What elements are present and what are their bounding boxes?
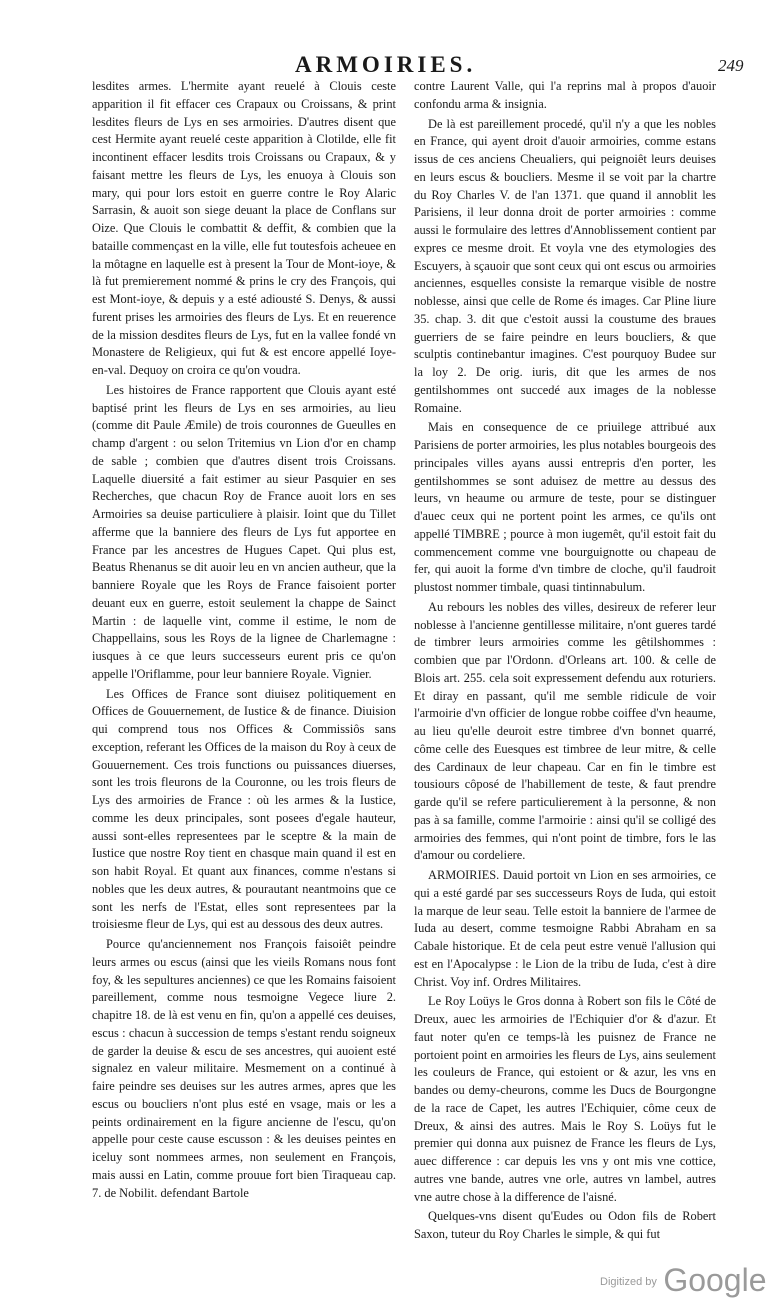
paragraph: lesdites armes. L'hermite ayant reuelé à Clouis ceste apparition il fit effacer ces Crapaux ou Croissans, & print lesdites fleurs de Lys en ses armoiries. D'autres disent que cest Hermite ayant reuelé ceste apparition à Clotilde, elle fit incontinent effacer lesdits trois Croissans ou Crapaux, & y faisant mettre les fleurs de Lys, les enuoya à Clouis son mary, qui pour lors estoit en guerre contre le Roy Alaric Sarrasin, & auoit son siege deuant la place de Conflans sur Oize. Que Clouis le combattit & deffit, & combien que la bataille commençast en la ville, elle fut toutesfois acheuee en la môtagne en laquelle est à present la Tour de Mont-ioye, & là fut premierement nommé & prins le cry des François, qui est Mont-ioye, & depuis y a esté adiousté S. Denys, & aussi furent prises les armoiries des fleurs de Lys. Et en reuerence de la mission desdites fleurs de Lys, fut en la vallee fondé vn Monastere de Religieux, qui fut & est encore appellé Ioye-en-val. Dequoy on croira ce qu'on voudra. xyxy=(92,79,396,377)
digitized-by-google-watermark xyxy=(600,1262,767,1299)
paragraph: Pource qu'anciennement nos François faisoiêt peindre leurs armes ou escus (ainsi que les vieils Romans nous font foy, & les sepultures anciennes) ce que les Romains faisoient pareillement, comme nous tesmoigne Vegece liure 2. chapitre 18. de là est venu en fin, qu'on a appellé ces deuises, escus : chacun à succession de temps s'estant rendu soigneux de garder la deuise & escu de ses ancestres, qui auoient esté signalez en valeur militaire. Mesmement on a continué à faire peindre ses deuises sur les autres armes, apres que les escus ou boucliers n'ont plus esté en vsage, mais or les a peints ordinairement en la figure ancienne de l'escu, qu'on appelle pour ceste cause escusson : & les deuises peintes en iceluy sont nommees armes, non seulement en François, mais aussi en Latin, comme prouue fort bien Tiraqueau cap. 7. de Nobilit. defendant Bartole xyxy=(92,937,396,1200)
paragraph: Le Roy Loüys le Gros donna à Robert son fils le Côté de Dreux, auec les armoiries de l'Echiquier d'or & d'azur. Et faut noter qu'en ce temps-là les puisnez de France ne portoient point en armoiries les fleurs de Lys, ains seulement les couleurs de France, qui estoient or & azur, les vns en bandes ou demy-cheurons, comme les Ducs de Bourgongne de la race de Capet, les autres l'Echiquier, côme ceux de Dreux, & ainsi des autres. Mais le Roy S. Loüys fut le premier qui donna aux puisnez de France les fleurs de Lys, auec difference : car depuis les vns y ont mis vne cottice, autres vne bande, autres vne orle, autres vn lambel, autres vne autre chose à la difference de l'aisné. xyxy=(414,994,716,1204)
google-logo: Google xyxy=(663,1262,767,1298)
running-head: ARMOIRIES. xyxy=(295,52,477,77)
digitized-by-label: Digitized by xyxy=(600,1276,657,1288)
paragraph: Les histoires de France rapportent que Clouis ayant esté baptisé print les fleurs de Lys en ses armoiries, au lieu (comme dit Paule Æmile) de trois couronnes de Gueulles en champ d'argent : ou selon Tritemius vn Lion d'or en champ de sable ; combien que d'autres disent trois Croissans. Laquelle diuersité a fait estimer au sieur Pasquier en ses Recherches, que chacun Roy de France auoit lors en ses Armoiries sa deuise particuliere à plaisir. Ioint que du Tillet afferme que la banniere des fleurs de Lys fut apportee en France par les ancestres de Hugues Capet. Qui plus est, Beatus Rhenanus se dit auoir leu en vn ancien autheur, que la banniere Royale que les Roys de France faisoient porter deuant eux en guerre, estoit seulement la chappe de Sainct Martin : de laquelle vint, comme il estime, le nom de Chappellains, sous les Roys de la lignee de Charlemagne : iusques à ce que leurs successeurs eurent pris ce qu'on appelle l'Oriflamme, pour leur banniere Royale. Vignier. xyxy=(92,382,396,681)
paragraph: contre Laurent Valle, qui l'a reprins mal à propos d'auoir confondu arma & insignia. xyxy=(414,79,716,111)
paragraph: Quelques-vns disent qu'Eudes ou Odon fils de Robert Saxon, tuteur du Roy Charles le simple, & qui fut xyxy=(414,1209,716,1241)
paragraph: Mais en consequence de ce priuilege attribué aux Parisiens de porter armoiries, les plus notables bourgeois des principales villes ayans aussi entrepris d'en porter, les gentilshommes se sont aduisez de mettre au dessus des leurs, vn heaume ou armure de teste, pour se distinguer d'auec ceux qui ne portent point les armes, ce qu'ils ont appellé TIMBRE ; pource à mon iugemêt, qu'il estoit fait du commencement comme vne bourguignotte ou chapeau de fer, qui auoit la forme d'vn timbre de cloche, qu'il faudroit plustost nommer timbale, quasi tintinnabulum. xyxy=(414,420,716,594)
paragraph: De là est pareillement procedé, qu'il n'y a que les nobles en France, qui ayent droit d'auoir armoiries, comme estans issus de ces anciens Cheualiers, qui peignoiêt leurs deuises en leurs escus & boucliers. Mesme il se voit par la chartre du Roy Charles V. de l'an 1371. que quand il annoblit les Parisiens, il leur donna droit de porter armoiries : comme aussi le formulaire des lettres d'Annoblissement contient par expres ce mesme droit. Et voyla vne des etymologies des Escuyers, à sçauoir que sont ceux qui ont escus ou armoiries anciennes, esquelles consiste la remarque visible de nostre noblesse, ainsi que celle de Rome és images. Car Pline liure 35. chap. 3. dit que c'estoit aussi la coustume des braues guerriers de se faire peindre en leurs boucliers, & que sculptis continebantur imagines. C'est pourquoy Budee sur la loy 2. De orig. iuris, dit que les armes de nos gentilshommes ont succedé aux images de la noblesse Romaine. xyxy=(414,116,716,415)
page-number: 249 xyxy=(718,56,744,75)
paragraph: Les Offices de France sont diuisez politiquement en Offices de Gouuernement, de Iustice & de finance. Diuision qui comprend tous nos Offices & Commissiôs sans exception, referant les Offices de la maison du Roy à ceux de Gouuernement. Ces trois functions ou puissances diuerses, sont les trois fleurons de la Couronne, ou les trois fleurs de Lys des armoiries de France : où les armes & la Iustice, comme les deux principales, sont posees d'egale hauteur, aussi sont-elles representees par le sceptre & la main de Iustice que nostre Roy tient en chasque main quand il est en son habit Royal. Et quant aux finances, comme n'estans si nobles que les deux autres, & pourautant neantmoins que ce sont les nerfs de l'Estat, elles sont representees par la troisiesme fleur de Lys, qui est au dessous des deux autres. xyxy=(92,686,396,932)
right-column xyxy=(414,78,716,1244)
paragraph: Au rebours les nobles des villes, desireux de referer leur noblesse à l'ancienne gentillesse militaire, n'ont gueres tardé de timbrer leurs armoiries comme les gêtilshommes : combien que par l'Ordonn. d'Orleans art. 100. & celle de Blois art. 255. cela soit expressement defendu aux roturiers. Et diray en passant, qu'il me semble ridicule de voir l'armoirie d'vn officier de longue robbe coiffee d'vn heaume, au lieu qu'elle deuroit estre timbree d'vn bonnet quarré, côme celle des Euesques est timbree de leur mitre, & celle des Cardinaux de leur chapeau. Car en fin le timbre est tousiours côposé de l'habillement de teste, & faut prendre garde qu'il se refere particulierement à la personne, & non pas à sa famille, comme l'armoirie : ainsi qu'il se colligé des armoiries des femmes, qui n'ont point de timbre, fors le las d'amour ou cordeliere. xyxy=(414,599,716,863)
paragraph: ARMOIRIES. Dauid portoit vn Lion en ses armoiries, ce qui a esté gardé par ses successeurs Roys de Iuda, qui estoit la marque de leur seau. Telle estoit la banniere de l'armee de Iuda au desert, comme tesmoigne Rabbi Abraham en sa Cabale historique. Et de cela peut estre venuë l'allusion qui est en l'Apocalypse : le Lion de la tribu de Iuda, c'est à dire Christ. Voy inf. Ordres Militaires. xyxy=(414,868,716,989)
left-column xyxy=(92,78,396,1202)
